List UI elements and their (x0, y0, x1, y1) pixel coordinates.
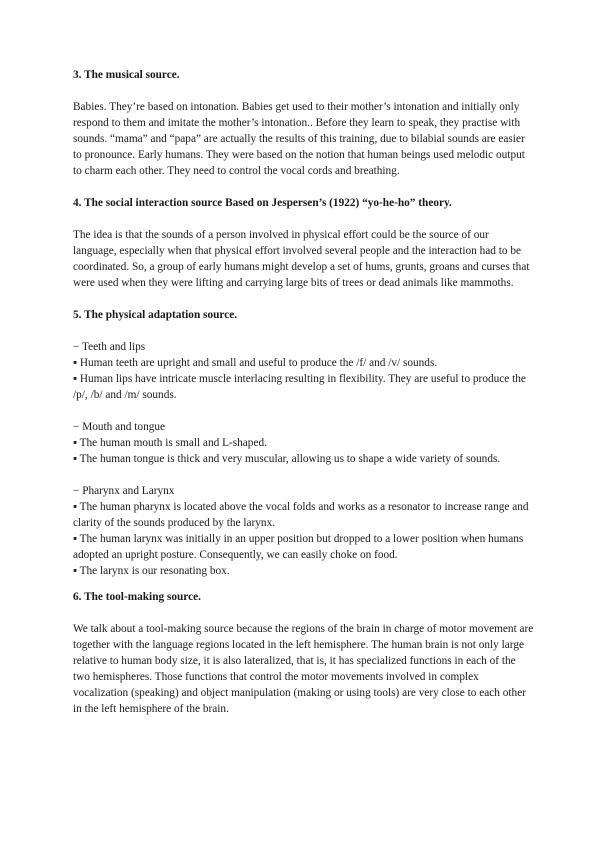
section-heading-physical-adaptation: 5. The physical adaptation source. (73, 309, 238, 321)
group-title: − Pharynx and Larynx (73, 485, 175, 497)
list-item: ▪ The larynx is our resonating box. (73, 565, 230, 577)
list-item: ▪ The human pharynx is located above the vocal folds and works as a resonator to increase range and clarity of the sounds produced by the larynx. (73, 501, 529, 529)
section-heading-tool-making: 6. The tool-making source. (73, 591, 201, 603)
section-heading-social-interaction: 4. The social interaction source Based on Jespersen’s (1922) “yo-he-ho” theory. (73, 197, 452, 209)
list-item: ▪ Human teeth are upright and small and useful to produce the /f/ and /v/ sounds. (73, 357, 438, 369)
group-title: − Mouth and tongue (73, 421, 166, 433)
group-title: − Teeth and lips (73, 341, 146, 353)
group-pharynx-and-larynx (73, 483, 535, 579)
paragraph-tool-making: We talk about a tool-making source because the regions of the brain in charge of motor movement are together with the language regions located in the left hemisphere. The human brain is not only large relative to human body size, it is also lateralized, that is, it has specialized functions in each of the two hemispheres. Those functions that control the motor movements involved in complex vocalization (speaking) and object manipulation (making or using tools) are very close to each other in the left hemisphere of the brain. (73, 623, 534, 715)
group-mouth-and-tongue (73, 419, 535, 467)
section-heading-musical-source: 3. The musical source. (73, 69, 180, 81)
list-item: ▪ The human larynx was initially in an upper position but dropped to a lower position when humans adopted an upright posture. Consequently, we can easily choke on food. (73, 533, 524, 561)
list-item: ▪ The human tongue is thick and very muscular, allowing us to shape a wide variety of sounds. (73, 453, 501, 465)
paragraph-social-interaction: The idea is that the sounds of a person involved in physical effort could be the source of our language, especially when that physical effort involved several people and the interaction had to be coordinated. So, a group of early humans might develop a set of hums, grunts, groans and curses that were used when they were lifting and carrying large bits of trees or dead animals like mammoths. (73, 229, 530, 289)
list-item: ▪ Human lips have intricate muscle interlacing resulting in flexibility. They are useful to produce the /p/, /b/ and /m/ sounds. (73, 373, 526, 401)
document-page (73, 67, 535, 717)
paragraph-musical-source: Babies. They’re based on intonation. Babies get used to their mother’s intonation and initially only respond to them and imitate the mother’s intonation.. Before they learn to speak, they practise with sounds. “mama” and “papa” are actually the results of this training, due to bilabial sounds are easier to pronounce. Early humans. They were based on the notion that human beings used melodic output to charm each other. They need to control the vocal cords and breathing. (73, 101, 525, 177)
group-teeth-and-lips (73, 339, 535, 403)
list-item: ▪ The human mouth is small and L-shaped. (73, 437, 267, 449)
